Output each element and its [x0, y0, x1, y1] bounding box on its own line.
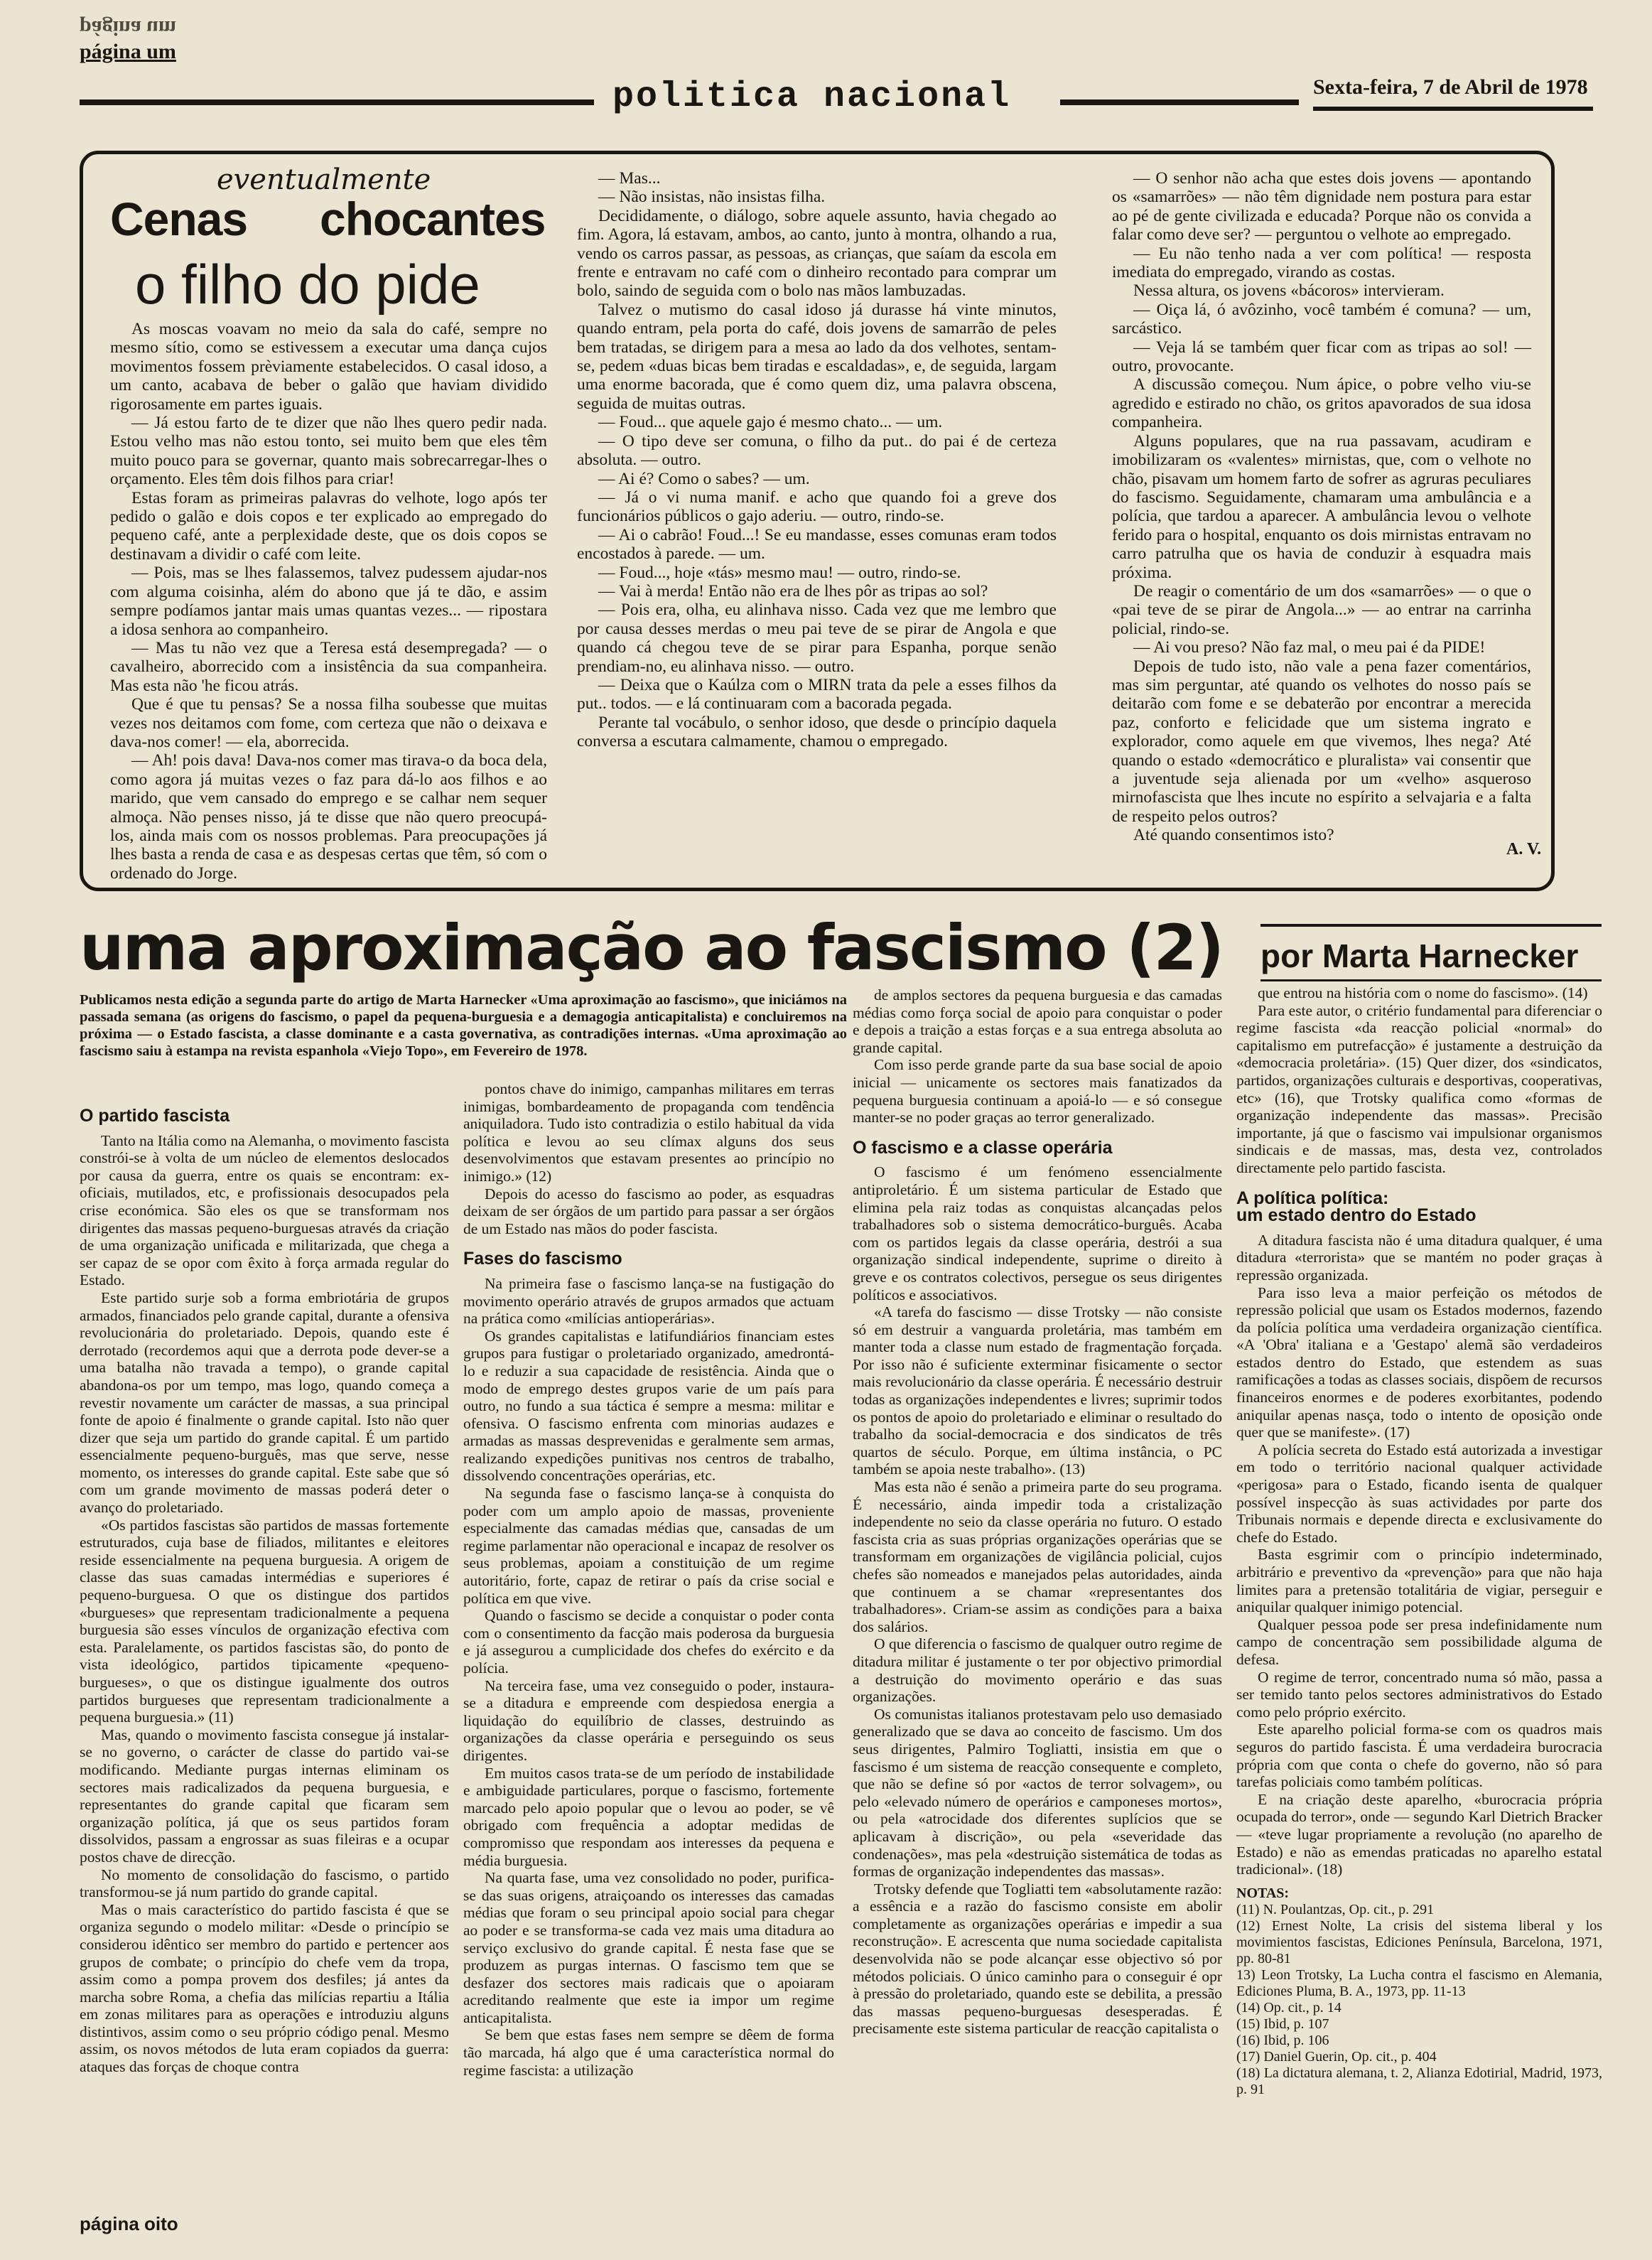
paragraph: Na primeira fase o fascismo lança-se na fustigação do movimento operário através de grupos armados que actuam na prática como «milícias antioperárias». [463, 1274, 834, 1328]
article-column-4 [1236, 984, 1602, 2098]
paragraph: Quando o fascismo se decide a conquistar o poder conta com o consentimento da facção mais poderosa da burguesia e já assegurou a cumplicidade dos chefes do exército e da polícia. [463, 1607, 834, 1677]
paragraph: Na quarta fase, uma vez consolidado no poder, purifica-se das suas origens, atraiçoando os interesses das camadas médias que foram o seu principal apoio social para chegar ao poder e se transforma-se cada vez mais uma ditadura ao serviço exclusivo do grande capital. É nesta fase que se produzem as purgas internas. O fascismo tem que se desfazer dos sectores mais radicais que o apoiaram acreditando realmente que este ia impor um regime anticapitalista. [463, 1869, 834, 2026]
paragraph: — Ai vou preso? Não faz mal, o meu pai é da PIDE! [1133, 638, 1486, 657]
paragraph: O que diferencia o fascismo de qualquer outro regime de ditadura militar é justamente o ter por objectivo primordial a destruição do movimento operário e das suas organizações. [853, 1635, 1222, 1706]
paragraph: Que é que tu pensas? Se a nossa filha soubesse que muitas vezes nos deitamos com fome, com certeza que não o deixava e dava-nos comer! — ela, aborrecida. [110, 695, 547, 751]
article-column-2 [463, 1080, 834, 2079]
article-headline: uma aproximação ao fascismo (2) [80, 911, 1223, 984]
paragraph: — Eu não tenho nada a ver com política! — resposta imediata do empregado, virando as costas. [1112, 244, 1531, 282]
article-column-1 [80, 1094, 449, 2076]
paragraph: Qualquer pessoa pode ser presa indefinidamente num campo de concentração sem possibilidade alguma de defesa. [1236, 1615, 1602, 1668]
paragraph: Perante tal vocábulo, o senhor idoso, que desde o princípio daquela conversa a escutara calmamente, chamou o empregado. [577, 713, 1057, 751]
paragraph: «Os partidos fascistas são partidos de massas fortemente estruturados, cuja base de filiados, militantes e eleitores reside essencialmente na pequena burguesia. A origem de classe das suas camadas intermédias e superiores é pequeno-burguesa. O que os distingue dos partidos «burgueses» que representam tradicionalmente a pequena burguesia são esses vínculos de organização efectiva com esta. Paralelamente, os partidos fascistas são, do ponto de vista ideológico, partidos tipicamente «pequeno-burgueses», o que os distingue igualmente dos outros partidos burgueses que representam tradicionalmente a pequena burguesia.» (11) [80, 1516, 449, 1726]
handwritten-annotation: eventualmente [217, 163, 431, 196]
footnote: 13) Leon Trotsky, La Lucha contra el fascismo en Alemania, Ediciones Pluma, B. A., 1973, pp. 11-13 [1236, 1966, 1602, 1999]
paragraph: — O senhor não acha que estes dois jovens — apontando os «samarrões» — não têm dignidade nem postura para estar ao pé de gente civilizada e educada? Porque não os convida a falar como deve ser? — perguntou o velhote ao empregado. [1112, 169, 1531, 244]
footnote: (12) Ernest Nolte, La crisis del sistema liberal y los movimientos fascistas, Ediciones Península, Barcelona, 1971, pp. 80-81 [1236, 1917, 1602, 1966]
paragraph: Os comunistas italianos protestavam pelo uso demasiado generalizado que se dava ao conceito de fascismo. Um dos seus dirigentes, Palmiro Togliatti, insistia em que o fascismo é um sistema de reacção consequente e completo, que não se define só por «actos de terror solvagem», ou pelo «elevado número de operários e camponeses mortos», ou pela «atrocidade dos diferentes suplícios que se aplicavam à discrição», ou pela «severidade das condenações», mas pela «destruição sistemática de todas as formas de organização independentes das massas». [853, 1705, 1222, 1880]
paragraph: Para isso leva a maior perfeição os métodos de repressão policial que usam os Estados modernos, fazendo da polícia política uma verdadeira organização científica. «A 'Obra' italiana e a 'Gestapo' alemã são verdadeiros estados dentro do Estado, que estendem as suas ramificações a todas as classes sociais, dispõem de recursos financeiros enormes e de poderes exorbitantes, podendo aniquilar apenas nasça, todo o intento de oposição onde quer que se manifeste». (17) [1236, 1284, 1602, 1441]
box-column-2 [577, 169, 1057, 751]
paragraph: Na terceira fase, uma vez conseguido o poder, instaura-se a ditadura e empreende com despiedosa energia a liquidação do equilíbrio de classes, destruindo as organizações da classe operária e perseguindo os seus dirigentes. [463, 1677, 834, 1764]
paragraph: — Veja lá se também quer ficar com as tripas ao sol! — outro, provocante. [1112, 338, 1531, 376]
paragraph: — Ai o cabrão! Foud...! Se eu mandasse, esses comunas eram todos encostados à parede. — um. [577, 525, 1057, 564]
paragraph: — Mas... [598, 169, 661, 188]
paragraph: Mas esta não é senão a primeira parte do seu programa. É necessário, ainda impedir toda a cristalização independente no seio da classe operária no futuro. O estado fascista cria as suas próprias organizações operárias que se transformam em organizações de vigilância policial, cujos chefes são nomeados e manejados pelas autoridades, ainda que continuem a se chamar «representantes dos trabalhadores». Criam-se assim as condições para a baixa dos salários. [853, 1478, 1222, 1635]
paragraph: — Ah! pois dava! Dava-nos comer mas tirava-o da boca dela, como agora já muitas vezes o faz para dá-lo aos filhos e ao marido, que vem cansado do emprego e se calhar nem sequer almoça. Não penses nisso, já te disse que não quero preocupá-los, ainda mais com os nossos problemas. Para preocupações já lhes basta a renda de casa e as despesas certas que têm, só com o ordenado do Jorge. [110, 751, 547, 883]
box-signature: A. V. [1506, 840, 1542, 859]
paragraph: — Foud... que aquele gajo é mesmo chato... — um. [598, 413, 943, 432]
byline-rule-top [1260, 924, 1602, 927]
article-column-3 [853, 986, 1222, 2038]
paragraph: Depois do acesso do fascismo ao poder, as esquadras deixam de ser órgãos de um partido para passar a ser órgãos de um Estado nas mãos do poder fascista. [463, 1185, 834, 1237]
paragraph: — Não insistas, não insistas filha. [598, 188, 826, 207]
paragraph: As moscas voavam no meio da sala do café, sempre no mesmo sítio, como se estivessem a executar uma dança cujos movimentos fossem prèviamente estabelecidos. O casal idoso, a um canto, acabava de beber o galão que haviam dividido rigorosamente em partes iguais. [110, 320, 547, 414]
paragraph: — Mas tu não vez que a Teresa está desempregada? — o cavalheiro, aborrecido com a insistência da sua companheira. Mas esta não 'he ficou atrás. [110, 638, 547, 695]
page-label: página um [80, 40, 176, 63]
subheading: A política política: [1236, 1188, 1389, 1208]
footnote: (17) Daniel Guerin, Op. cit., p. 404 [1236, 2048, 1437, 2065]
footnote: (11) N. Poulantzas, Op. cit., p. 291 [1236, 1901, 1435, 1917]
paragraph: O fascismo é um fenómeno essencialmente antiproletário. É um sistema particular de Estado que elimina pela raiz todas as conquistas alcançadas pelos trabalhadores sob o sistema democrático-burguês. Acaba com os partidos legais da classe operária, destrói a sua organização sindical independente, suprime o direito à greve e os contratos colectivos, persegue os seus dirigentes políticos e associativos. [853, 1163, 1222, 1303]
subheading: O partido fascista [80, 1106, 230, 1126]
paragraph: Trotsky defende que Togliatti tem «absolutamente razão: a essência e a razão do fascismo consiste em abolir completamente as organizações operárias e impedir a sua reconstrução». E acrescenta que numa sociedade capitalista desenvolvida não se pode alcançar esse objectivo só por métodos policiais. O único caminho para o conseguir é opr à pressão do proletariado, quando este se debilita, a pressão das massas pequeno-burguesas desesperadas. É precisamente este sistema particular de reacção capitalista o [853, 1880, 1222, 2038]
box-subtitle: o filho do pide [135, 253, 480, 316]
paragraph: — Já o vi numa manif. e acho que quando foi a greve dos funcionários públicos o gajo aderiu. — outro, rindo-se. [577, 488, 1057, 526]
box-column-1 [110, 320, 547, 883]
footnotes [1236, 1885, 1602, 2098]
paragraph: Talvez o mutismo do casal idoso já durasse há vinte minutos, quando entram, pela porta do café, dois jovens de samarrão de peles bem tratadas, se dirigem para a mesa ao lado da dos velhotes, sentam-se, pedem «duas bicas bem tiradas e escaldadas», e, de seguida, largam uma enorme bacorada, que é como quem diz, uma palavra obscena, seguida de muitas outras. [577, 300, 1057, 413]
header-rule-mid [1060, 99, 1299, 105]
article-byline: por Marta Harnecker [1260, 937, 1579, 974]
footnote: (15) Ibid, p. 107 [1236, 2016, 1329, 2032]
box-column-3 [1112, 169, 1531, 845]
paragraph: Estas foram as primeiras palavras do velhote, logo após ter pedido o galão e dois copos e ter explicado ao empregado do pequeno café, ante a perplexidade deste, que os dois copos se destinavam a dividir o café com leite. [110, 488, 547, 564]
subheading: O fascismo e a classe operária [853, 1137, 1113, 1158]
paragraph: O regime de terror, concentrado numa só mão, passa a ser temido tanto pelos sectores administrativos do Estado como pelo próprio exército. [1236, 1668, 1602, 1721]
footnotes-heading: NOTAS: [1236, 1885, 1290, 1901]
paragraph: Tanto na Itália como na Alemanha, o movimento fascista constrói-se à volta de um núcleo de elementos deslocados por causa da guerra, entre os quais se encontram: ex-oficiais, mutilados, etc, e profissionais desocupados pela crise económica. São eles os que se transformam nos dirigentes das massas pequeno-burguesas através da criação de uma organização unificada e militarizada, que chega a ser capaz de se opor com êxito à força armada regular do Estado. [80, 1131, 449, 1289]
byline-rule-bottom [1260, 979, 1602, 981]
paragraph: — O tipo deve ser comuna, o filho da put.. do pai é de certeza absoluta. — outro. [577, 431, 1057, 470]
paragraph: A discussão começou. Num ápice, o pobre velho viu-se agredido e estirado no chão, os gritos apavorados de sua idosa companheira. [1112, 375, 1531, 432]
mirrored-page-label: página um [80, 16, 176, 40]
paragraph: E na criação deste aparelho, «burocracia própria ocupada do terror», onde — segundo Karl Dietrich Bracker — «teve lugar propriamente a revolução (no aparelho de Estado) e não as emendas praticadas no aparelho estatal tradicional». (18) [1236, 1790, 1602, 1878]
paragraph: Com isso perde grande parte da sua base social de apoio inicial — unicamente os sectores mais fanatizados da pequena burguesia continuam a apoiá-lo — e só consegue manter-se no poder graças ao terror generalizado. [853, 1056, 1222, 1126]
paragraph: Em muitos casos trata-se de um período de instabilidade e ambiguidade particulares, porque o fascismo, fortemente marcado pelo apoio popular que o levou ao poder, se vê obrigado com frequência a adoptar medidas de compromisso que respondam aos interesses da pequena e média burguesia. [463, 1764, 834, 1869]
footnote: (14) Op. cit., p. 14 [1236, 1999, 1341, 2016]
paragraph: «A tarefa do fascismo — disse Trotsky — não consiste só em destruir a vanguarda proletária, mas também em manter toda a classe num estado de fragmentação forçada. Por isso não é suficiente exterminar fisicamente o sector mais revolucionário da classe operária. É necessário destruir todas as organizações independentes e livres; suprimir todos os pontos de apoio do proletariado e eliminar o resultado do trabalho da social-democracia e dos sindicatos de três quartos de século. Porque, em última instância, o PC também se apoia neste trabalho». (13) [853, 1303, 1222, 1478]
paragraph: — Pois, mas se lhes falassemos, talvez pudessem ajudar-nos com alguma coisinha, além do abono que já te dão, e assim sempre podíamos jantar mais umas quantas vezes... — ripostara a idosa senhora ao companheiro. [110, 564, 547, 639]
box-title-word1: Cenas [110, 193, 248, 245]
paragraph: que entrou na história com o nome do fascismo». (14) [1258, 984, 1588, 1001]
box-title-word2: chocantes [320, 193, 546, 245]
paragraph: — Já estou farto de te dizer que não lhes quero pedir nada. Estou velho mas não estou tonto, sei muito bem que eles têm muito pouco para se governar, quanto mais sobrecarregar-lhes o orçamento. Eles têm dois filhos para criar! [110, 414, 547, 489]
paragraph: Para este autor, o critério fundamental para diferenciar o regime fascista «da reacção policial «normal» do capitalismo em putrefacção» é justamente a destruição da «democracia proletária». (15) Quer dizer, dos «sindicatos, partidos, organizações culturais e desportivas, cooperativas, etc» (16), que Trotsky qualifica como «formas de organização independente das massas». Precisão importante, já que o fascismo vai impulsionar organismos sindicais e de massas, mas, desta vez, controlados directamente pelo partido fascista. [1236, 1001, 1602, 1176]
paragraph: — Oiça lá, ó avôzinho, você também é comuna? — um, sarcástico. [1112, 300, 1531, 338]
paragraph: — Deixa que o Kaúlza com o MIRN trata da pele a esses filhos da put.. todos. — e lá continuaram com a bacorada pegada. [577, 675, 1057, 714]
paragraph: — Ai é? Como o sabes? — um. [598, 469, 810, 488]
article-lede: Publicamos nesta edição a segunda parte do artigo de Marta Harnecker «Uma aproximação ao fascismo», que iniciámos na passada semana (as origens do fascismo, o papel da pequena-burguesia e a demagogia anticapitalista) e concluiremos na próxima — o Estado fascista, a classe dominante e a casta governativa, as contradições internas. «Uma aproximação ao fascismo saiu à estampa na revista espanhola «Viejo Topo», em Fevereiro de 1978. [80, 992, 847, 1059]
paragraph: De reagir o comentário de um dos «samarrões» — o que o «pai teve de se pirar de Angola...» — ao entrar na carrinha policial, rindo-se. [1112, 581, 1531, 638]
paragraph: pontos chave do inimigo, campanhas militares em terras inimigas, bombardeamento de propaganda com tendência aniquiladora. Tudo isto contradizia o estilo habitual da vida política e levou ao seu clímax alguns dos seus desenvolvimentos que estavam presentes ao princípio no inimigo.» (12) [463, 1080, 834, 1185]
paragraph: Alguns populares, que na rua passavam, acudiram e imobilizaram os «valentes» mirnistas, que, com o velhote no chão, pisavam um homem farto de sofrer as agruras peculiares do fascismo. Seguidamente, chamaram uma ambulância e a polícia, que tardou a aparecer. A ambulância levou o velhote ferido para o hospital, enquanto os dois mirnistas entravam no carro patrulha que os havia de conduzir à esquadra mais próxima. [1112, 431, 1531, 582]
paragraph: A ditadura fascista não é uma ditadura qualquer, é uma ditadura «terrorista» que se mantém no poder graças à repressão organizada. [1236, 1231, 1602, 1284]
paragraph: Na segunda fase o fascismo lança-se à conquista do poder com um amplo apoio de massas, proveniente especialmente das camadas médias que, cansadas de um regime parlamentar não operacional e incapaz de resolver os seus problemas, apoiam a constituição de um regime autoritário, forte, capaz de retirar o país da crise social e política em que vive. [463, 1485, 834, 1607]
paragraph: Este partido surje sob a forma embriotária de grupos armados, financiados pelo grande capital, durante a ofensiva revolucionária do proletariado. Depois, quando este é derrotado (recordemos aqui que a derrota pode dever-se a uma batalha não travada a tempo), o grande capital abandona-os por um tempo, mas logo, quando começa a revestir novamente um carácter de massas, a sua principal fonte de apoio é finalmente o grande capital. Isto não quer dizer que seja um partido do grande capital. É um partido essencialmente pequeno-burguês, mas que serve, nesse momento, os interesses do grande capital. Este sabe que só com um grande movimento de massas poderá deter o avanço do proletariado. [80, 1288, 449, 1517]
footnote: (16) Ibid, p. 106 [1236, 2032, 1329, 2048]
issue-date: Sexta-feira, 7 de Abril de 1978 [1313, 75, 1588, 99]
paragraph: — Vai à merda! Então não era de lhes pôr as tripas ao sol? [598, 581, 988, 601]
paragraph: — Pois era, olha, eu alinhava nisso. Cada vez que me lembro que por causa desses merdas o meu pai teve de se pirar de Angola e que quando cá chegou teve de se pirar para Espanha, porque senão prendiam-no, eu alinhava nisso. — outro. [577, 601, 1057, 676]
paragraph: Nessa altura, os jovens «bácoros» intervieram. [1133, 281, 1445, 301]
page-header-left [80, 16, 176, 64]
paragraph: Mas, quando o movimento fascista consegue já instalar-se no governo, o carácter de classe do partido vai-se modificando. Mediante purgas internas eliminam os sectores mais radicalizados da pequena burguesia, e representantes do grande capital que ficaram sem organização política, já que os seus partidos foram dissolvidos, passam a engrossar as suas fileiras e a ocupar postos chave de direcção. [80, 1726, 449, 1866]
header-rule-left [80, 99, 594, 105]
paragraph: — Foud..., hoje «tás» mesmo mau! — outro, rindo-se. [598, 563, 961, 582]
paragraph: Decididamente, o diálogo, sobre aquele assunto, havia chegado ao fim. Agora, lá estavam, ambos, ao canto, junto à montra, olhando a rua, vendo os carros passar, as pessoas, as crianças, que saíam da escola em frente e entravam no café com o dinheiro recontado para comprar um bolo, saindo de seguida com o bolo nas mãos lambuzadas. [577, 206, 1057, 301]
paragraph: Até quando consentimos isto? [1133, 826, 1334, 845]
header-rule-right [1313, 107, 1593, 111]
subheading: um estado dentro do Estado [1236, 1205, 1476, 1226]
paragraph: de amplos sectores da pequena burguesia e das camadas médias como força social de apoio para conquistar o poder e depois a traição a estas forças e a sua entrega absoluta ao grande capital. [853, 986, 1222, 1056]
paragraph: Mas o mais característico do partido fascista é que se organiza segundo o modelo militar: «Desde o princípio se considerou idêntico ser membro do partido e pertencer aos grupos de combate; o princípio do chefe vem da tropa, assim como a pompa provem dos desfiles; já antes da marcha sobre Roma, a chefia das milícias repartiu a Itália em zonas militares para as operações e introduziu alguns distintivos, assim como o seu próprio código penal. Mesmo assim, os novos métodos de luta eram copiados da guerra: ataques das forças de choque contra [80, 1900, 449, 2076]
paragraph: Este aparelho policial forma-se com os quadros mais seguros do partido fascista. É uma verdadeira burocracia própria com que conta o chefe do governo, não só para tarefas policiais como também políticas. [1236, 1721, 1602, 1791]
footnote: (18) La dictatura alemana, t. 2, Alianza Edotirial, Madrid, 1973, p. 91 [1236, 2065, 1602, 2097]
footer-page-label: página oito [80, 2213, 178, 2234]
subheading: Fases do fascismo [463, 1249, 622, 1269]
paragraph: No momento de consolidação do fascismo, o partido transformou-se já num partido do grande capital. [80, 1866, 449, 1901]
paragraph: Depois de tudo isto, não vale a pena fazer comentários, mas sim perguntar, até quando os velhotes do nosso país se deitarão com fome e se debaterão por encontrar a merecida paz, conforto e felicidade que um sistema ingrato e explorador, como aquele em que vivemos, lhes nega? Até quando o estado «democrático e pluralista» vai consentir que a juventude seja alienada por um «velho» asqueroso mirnofascista que lhes incute no espírito a selvajaria e a falta de respeito pelos outros? [1112, 657, 1531, 826]
paragraph: Se bem que estas fases nem sempre se dêem de forma tão marcada, há algo que é uma característica normal do regime fascista: a utilização [463, 2026, 834, 2079]
paragraph: A polícia secreta do Estado está autorizada a investigar em todo o território nacional qualquer actividade «perigosa» para o Estado, ficando isenta de qualquer possível inspecção às suas actividades por parte dos Tribunais normais e depende directa e exclusivamente do chefe do Estado. [1236, 1441, 1602, 1546]
section-title: politica nacional [612, 77, 1012, 117]
paragraph: Os grandes capitalistas e latifundiários financiam estes grupos para fustigar o proletariado organizado, amedrontá-lo e reduzir a sua capacidade de resistência. Ainda que o modo de emprego destes grupos varie de um país para outro, no fundo a sua táctica é sempre a mesma: militar e ofensiva. O fascismo enfrenta com minorias audazes e armadas as massas desprevenidas e geralmente sem armas, realizando expedições punitivas nos centros de trabalho, dissolvendo concentrações operárias, etc. [463, 1327, 834, 1485]
paragraph: Basta esgrimir com o princípio indeterminado, arbitrário e preventivo da «prevenção» para que não haja limites para a pretensão totalitária de vigiar, perseguir e aniquilar qualquer inimigo potencial. [1236, 1546, 1602, 1616]
